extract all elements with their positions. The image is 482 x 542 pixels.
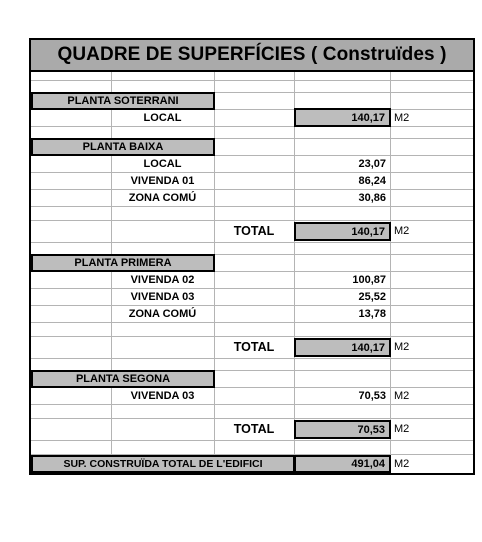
total-value: 140,17 [294,338,391,357]
row-value: 86,24 [358,174,386,187]
grid-line [31,288,473,289]
grand-total-label: SUP. CONSTRUÏDA TOTAL DE L'EDIFICI [31,455,295,473]
row-label: LOCAL [143,111,182,124]
total-label: TOTAL [233,340,275,354]
row-value: 140,17 [294,108,391,127]
grand-total-unit: M2 [394,458,410,470]
section-header-soterrani: PLANTA SOTERRANI [31,92,215,110]
grid-line [31,305,473,306]
section-header-segona: PLANTA SEGONA [31,370,215,388]
total-value: 140,17 [294,222,391,241]
row-value: 100,87 [352,273,386,286]
total-label: TOTAL [233,224,275,238]
row-value: 30,86 [358,191,386,204]
grid-line [31,440,473,441]
grid-line [31,206,473,207]
row-value: 25,52 [358,290,386,303]
row-unit: M2 [394,389,410,402]
grid-line [390,72,391,473]
surface-table [29,38,475,475]
grid-line [31,189,473,190]
row-value: 13,78 [358,307,386,320]
grid-line [31,358,473,359]
total-label: TOTAL [233,422,275,436]
total-unit: M2 [394,341,410,353]
table-grid [31,72,473,473]
row-label: VIVENDA 03 [130,389,195,402]
row-value: 23,07 [358,157,386,170]
grid-line [31,126,473,127]
grid-line [31,172,473,173]
table-title: QUADRE DE SUPERFÍCIES ( Construïdes ) [31,40,473,72]
grid-line [31,80,473,81]
row-label: ZONA COMÚ [128,307,197,320]
total-value: 70,53 [294,420,391,439]
grid-line [31,242,473,243]
section-header-primera: PLANTA PRIMERA [31,254,215,272]
grid-line [214,72,215,473]
row-label: ZONA COMÚ [128,191,197,204]
row-label: VIVENDA 01 [130,174,195,187]
section-header-baixa: PLANTA BAIXA [31,138,215,156]
row-label: VIVENDA 02 [130,273,195,286]
grid-line [31,322,473,323]
grand-total-value: 491,04 [294,455,391,473]
grid-line [31,404,473,405]
row-value: 70,53 [358,389,386,402]
row-label: LOCAL [143,157,182,170]
row-label: VIVENDA 03 [130,290,195,303]
total-unit: M2 [394,225,410,237]
total-unit: M2 [394,423,410,435]
row-unit: M2 [394,111,410,124]
